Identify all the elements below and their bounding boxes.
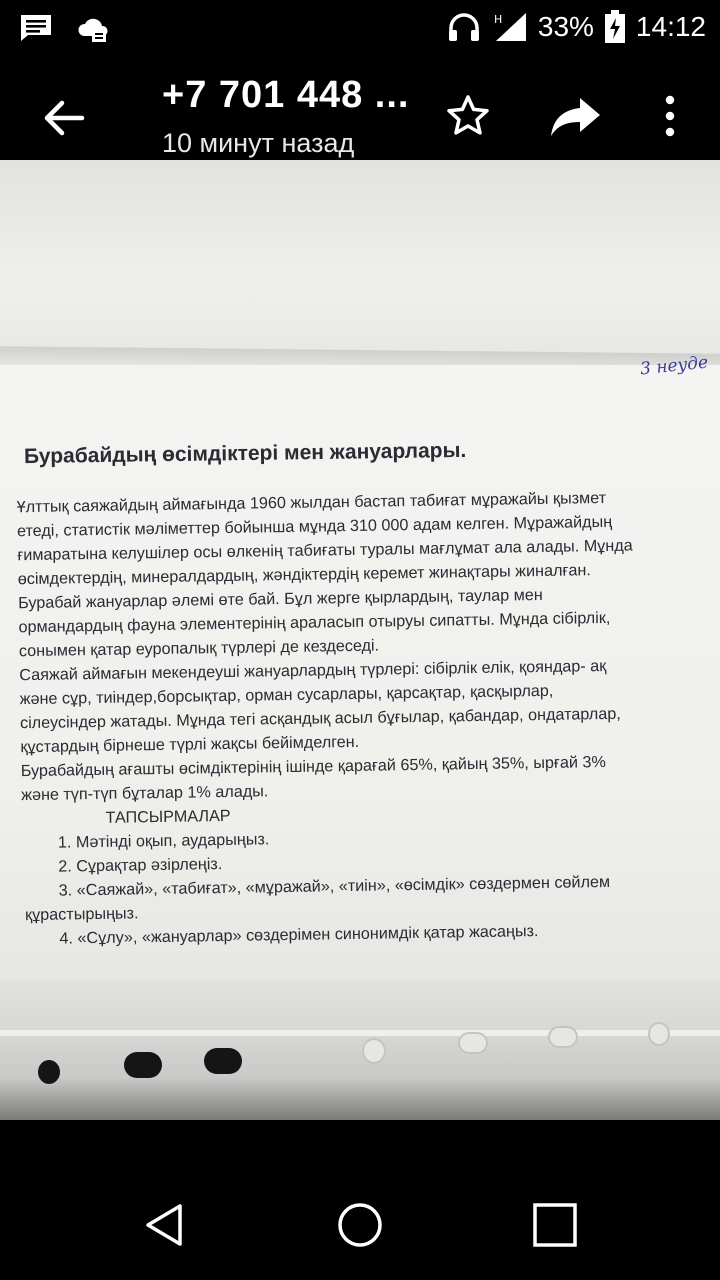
document-heading: Бурабайдың өсімдіктері мен жануарлары. xyxy=(23,438,467,469)
back-arrow-icon[interactable] xyxy=(36,90,92,146)
battery-icon xyxy=(604,10,626,44)
document-body xyxy=(16,485,683,951)
recents-square-icon[interactable] xyxy=(530,1200,580,1250)
navigation-bar xyxy=(0,1160,720,1280)
text-line: Ұлттық саяжайдың аймағында 1960 жылдан бастап табиғат мұражайы қызмет xyxy=(16,488,607,517)
task-item: 3. «Саяжай», «табиғат», «мұражай», «тиін», «өсімдік» сөздермен сөйлем xyxy=(58,872,611,900)
network-type: H xyxy=(493,13,503,26)
sleeve-hole xyxy=(362,1038,386,1064)
paper-background xyxy=(0,160,720,365)
sleeve-hole xyxy=(648,1022,670,1046)
text-line: Саяжай аймағын мекендеуші жануарлардың түрлері: сібірлік елік, қояндар- ақ xyxy=(19,656,607,685)
headphones-icon xyxy=(446,11,482,43)
plastic-sleeve xyxy=(0,980,720,1120)
share-icon[interactable] xyxy=(548,92,604,140)
tasks-title: ТАПСЫРМАЛАР xyxy=(105,806,231,827)
task-item: 4. «Сұлу», «жануарлар» сөздерімен синонимдік қатар жасаңыз. xyxy=(59,922,539,948)
timestamp-subtitle: 10 минут назад xyxy=(162,128,355,158)
text-line: және сұр, тиіндер,борсықтар, орман сусарлары, қарсақтар, қасқырлар, xyxy=(19,681,554,709)
more-vert-icon[interactable] xyxy=(654,92,686,140)
text-line: Бурабай жануарлар әлемі өте бай. Бұл жерге қырлардың, таулар мен xyxy=(18,585,543,613)
text-line: және түп-түп бұталар 1% алады. xyxy=(21,782,269,805)
handwritten-note: 3 неуде xyxy=(639,352,710,380)
status-bar xyxy=(0,0,720,56)
sleeve-highlight xyxy=(0,1030,720,1036)
home-circle-icon[interactable] xyxy=(335,1200,385,1250)
text-line: Бурабайдың ағашты өсімдіктерінің ішінде қарағай 65%, қайың 35%, ырғай 3% xyxy=(20,752,606,781)
contact-title: +7 701 448 ... xyxy=(162,74,410,116)
text-line: ғимаратына келушілер осы өлкенің табиғаты туралы мағлұмат ала алады. Мұнда xyxy=(17,536,633,565)
star-icon[interactable] xyxy=(444,92,492,140)
cloud-icon xyxy=(76,12,112,44)
sleeve-hole xyxy=(548,1026,578,1048)
text-line: етеді, статистік мәліметтер бойынша мұнда 310 000 адам келген. Мұражайдың xyxy=(16,512,613,541)
back-triangle-icon[interactable] xyxy=(140,1200,190,1250)
sleeve-hole xyxy=(458,1032,488,1054)
app-bar xyxy=(0,56,720,168)
binder-hole xyxy=(38,1060,60,1084)
battery-percent: 33% xyxy=(537,11,594,42)
text-line: сілеусіндер жатады. Мұнда тегі асқандық асыл бұғылар, қабандар, ондатарлар, xyxy=(19,704,621,733)
photo-attachment[interactable] xyxy=(0,160,720,1120)
signal-icon xyxy=(492,11,528,43)
text-line: ормандардың фауна элементерінің араласып отыруы сипатты. Мұнда сібірлік, xyxy=(18,608,611,637)
binder-hole xyxy=(124,1052,162,1078)
task-continuation: құрастырыңыз. xyxy=(24,904,139,925)
binder-hole xyxy=(204,1048,242,1074)
text-line: құстардың бірнеше түрлі жақсы бейімделген. xyxy=(20,732,360,757)
text-line: өсімдектердің, минералдардың, жәндіктердің керемет жинақтары жиналған. xyxy=(17,561,591,589)
task-item: 2. Сұрақтар әзірлеңіз. xyxy=(58,855,223,876)
message-icon xyxy=(18,12,54,44)
text-line: сонымен қатар еуропалық түрлері де кездеседі. xyxy=(18,636,380,661)
clock: 14:12 xyxy=(635,11,706,42)
task-item: 1. Мәтінді оқып, аударыңыз. xyxy=(57,830,270,852)
